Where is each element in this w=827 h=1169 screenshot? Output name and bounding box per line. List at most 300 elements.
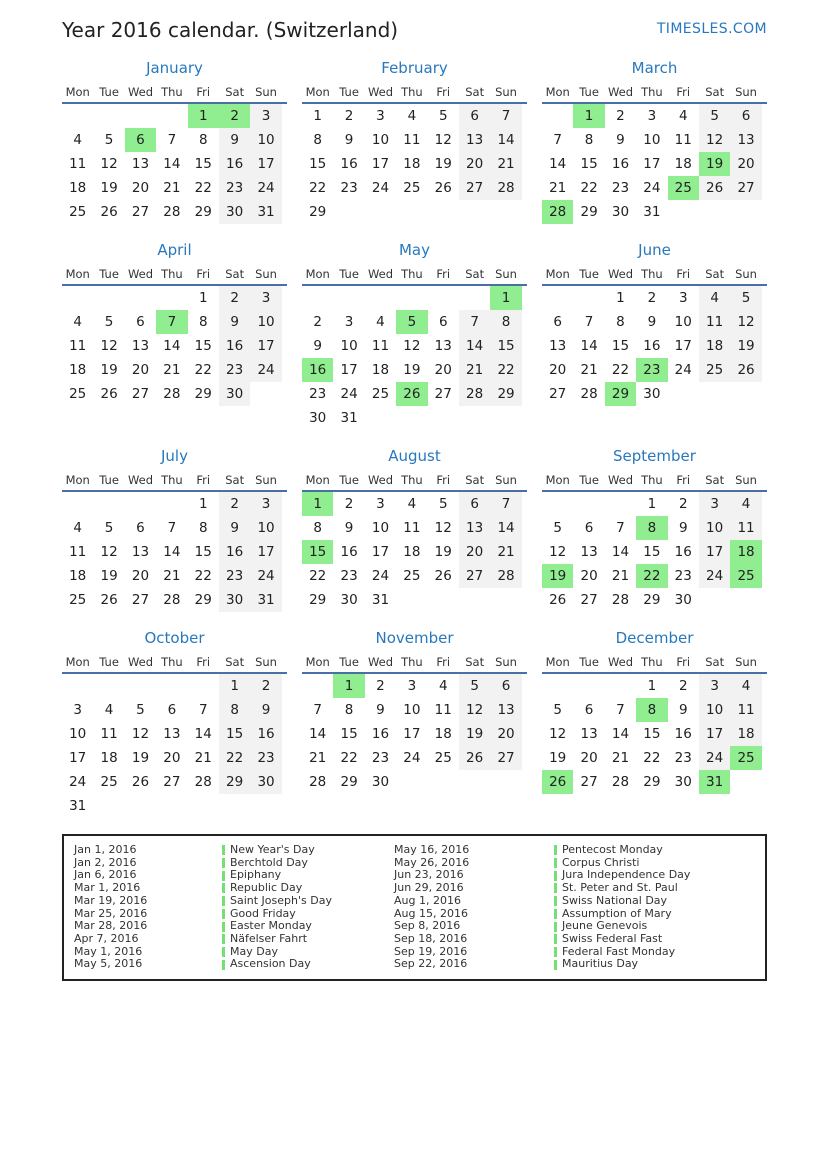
day-cell: 10	[250, 310, 281, 334]
day-cell: 14	[611, 544, 630, 560]
day-cell: 5	[396, 310, 427, 334]
day-cell: 15	[611, 338, 630, 354]
week-row	[302, 152, 527, 176]
legend-date: Jan 6, 2016	[74, 868, 137, 882]
day-cell: 27	[131, 592, 150, 608]
week-row	[302, 406, 527, 430]
day-cell: 31	[250, 588, 281, 612]
day-cell: 22	[194, 568, 212, 584]
day-cell: 25	[434, 750, 452, 766]
day-cell: 25	[668, 176, 699, 200]
weekday-label: Wed	[607, 85, 634, 99]
day-cell: 15	[194, 338, 212, 354]
holiday-marker-icon	[222, 896, 225, 906]
legend-holiday-name	[222, 882, 394, 895]
day-cell: 30	[674, 774, 692, 790]
weekday-label: Sat	[705, 267, 725, 281]
day-cell: 10	[699, 698, 730, 722]
day-cell: 22	[219, 746, 250, 770]
weekday-label: Wed	[127, 85, 154, 99]
day-cell: 23	[219, 176, 250, 200]
day-cell	[730, 770, 761, 794]
legend-holiday-label: Ascension Day	[230, 957, 311, 971]
weekday-label: Sat	[225, 85, 245, 99]
day-cell: 12	[100, 544, 118, 560]
day-cell: 22	[194, 180, 212, 196]
legend-holiday-label: May Day	[230, 944, 278, 958]
day-cell: 14	[309, 726, 327, 742]
day-cell: 23	[611, 180, 630, 196]
legend-holiday-label: Swiss National Day	[562, 893, 668, 907]
day-cell	[93, 794, 124, 818]
day-cell: 9	[250, 698, 281, 722]
day-cell: 1	[647, 678, 657, 694]
day-cell: 5	[459, 674, 490, 698]
day-cell: 14	[490, 128, 521, 152]
day-cell: 21	[611, 568, 630, 584]
site-logo-link[interactable]: TIMESLES.COM	[656, 21, 767, 37]
day-cell: 11	[434, 702, 452, 718]
weekday-header-row	[542, 267, 767, 286]
day-cell: 10	[371, 132, 390, 148]
day-cell: 23	[340, 180, 358, 196]
day-cell: 16	[302, 358, 333, 382]
week-row	[302, 310, 527, 334]
month-title-october[interactable]: October	[144, 629, 205, 647]
day-cell	[93, 104, 124, 128]
day-cell: 16	[643, 338, 661, 354]
week-row	[302, 540, 527, 564]
day-cell: 9	[313, 338, 322, 354]
day-cell: 5	[730, 286, 761, 310]
week-row	[302, 698, 527, 722]
day-cell	[542, 286, 573, 310]
holiday-marker-icon	[554, 871, 557, 881]
week-row	[542, 382, 767, 406]
day-cell	[605, 492, 636, 516]
day-cell: 28	[580, 386, 598, 402]
day-cell: 21	[309, 750, 327, 766]
week-row	[542, 104, 767, 128]
day-cell: 21	[580, 362, 598, 378]
month-title-september[interactable]: September	[613, 447, 696, 465]
day-cell: 2	[344, 496, 354, 512]
weekday-label: Wed	[367, 655, 394, 669]
day-cell	[125, 492, 156, 516]
day-cell: 9	[344, 132, 354, 148]
day-cell	[542, 674, 573, 698]
day-cell: 27	[730, 176, 761, 200]
legend-date: Mar 19, 2016	[74, 893, 148, 907]
day-cell: 3	[699, 492, 730, 516]
month-title-august[interactable]: August	[388, 447, 441, 465]
day-cell	[668, 382, 699, 406]
weekday-label: Tue	[99, 85, 119, 99]
legend-date: Sep 19, 2016	[394, 944, 468, 958]
day-cell: 13	[163, 726, 181, 742]
day-cell: 15	[194, 156, 212, 172]
month-title-may[interactable]: May	[398, 241, 430, 259]
page-header	[62, 18, 767, 58]
day-cell: 23	[250, 746, 281, 770]
day-cell: 11	[403, 520, 421, 536]
day-cell: 4	[407, 496, 417, 512]
day-cell: 1	[616, 290, 625, 306]
day-cell: 27	[131, 386, 150, 402]
day-cell: 7	[616, 702, 625, 718]
day-cell: 7	[490, 104, 521, 128]
legend-holiday-label: Republic Day	[230, 881, 303, 895]
week-row	[302, 674, 527, 698]
month-title-july[interactable]: July	[161, 447, 188, 465]
day-cell: 30	[250, 770, 281, 794]
day-cell: 4	[73, 520, 82, 536]
legend-holiday-name	[554, 844, 757, 857]
day-cell: 29	[490, 382, 521, 406]
weekday-header-row	[62, 85, 287, 104]
day-cell: 17	[371, 544, 390, 560]
weekday-header-row	[62, 473, 287, 492]
legend-holiday-label: Berchtold Day	[230, 855, 308, 869]
weekday-label: Sat	[705, 655, 725, 669]
day-cell: 18	[434, 726, 452, 742]
day-cell	[459, 406, 490, 430]
day-cell: 13	[131, 156, 150, 172]
day-cell: 20	[580, 750, 598, 766]
legend-date: May 1, 2016	[74, 944, 143, 958]
holiday-marker-icon	[222, 858, 225, 868]
day-cell: 21	[163, 362, 181, 378]
day-cell: 23	[340, 568, 358, 584]
day-cell	[490, 770, 521, 794]
day-cell: 22	[309, 568, 327, 584]
weekday-label: Fri	[436, 473, 451, 487]
day-cell: 4	[376, 314, 385, 330]
day-cell	[365, 406, 396, 430]
week-row	[302, 722, 527, 746]
day-cell: 19	[434, 544, 452, 560]
day-cell: 12	[100, 156, 118, 172]
weekday-label: Tue	[579, 655, 599, 669]
day-cell: 24	[69, 774, 87, 790]
day-cell: 14	[194, 726, 212, 742]
day-cell	[125, 286, 156, 310]
legend-date: Mar 1, 2016	[74, 881, 141, 895]
day-cell: 20	[131, 568, 150, 584]
day-cell: 19	[699, 152, 730, 176]
day-cell: 7	[584, 314, 594, 330]
day-cell: 24	[340, 386, 358, 402]
legend-holiday-label: Jura Independence Day	[562, 868, 691, 882]
week-row	[302, 746, 527, 770]
day-cell: 4	[730, 674, 761, 698]
week-row	[302, 286, 527, 310]
day-cell: 3	[407, 678, 417, 694]
weekday-label: Sat	[465, 267, 485, 281]
day-cell	[125, 104, 156, 128]
day-cell: 1	[647, 496, 657, 512]
day-cell: 10	[643, 132, 661, 148]
day-cell: 4	[73, 132, 82, 148]
weekday-label: Thu	[641, 655, 663, 669]
day-cell: 31	[69, 798, 87, 814]
weekday-label: Tue	[339, 473, 359, 487]
weekday-header-row	[542, 655, 767, 674]
weekday-label: Fri	[196, 473, 211, 487]
day-cell: 8	[313, 520, 322, 536]
month-title-april[interactable]: April	[157, 241, 192, 259]
week-row	[62, 176, 287, 200]
week-row	[62, 200, 287, 224]
day-cell: 24	[643, 180, 661, 196]
day-cell: 18	[699, 334, 730, 358]
day-cell: 20	[459, 152, 490, 176]
day-cell: 7	[198, 702, 208, 718]
weekday-label: Fri	[676, 655, 691, 669]
day-cell: 21	[194, 750, 212, 766]
month-july	[62, 446, 287, 612]
months-row	[62, 446, 767, 612]
day-cell: 15	[490, 334, 521, 358]
day-cell: 11	[730, 698, 761, 722]
week-row	[302, 176, 527, 200]
day-cell: 16	[219, 540, 250, 564]
week-row	[62, 334, 287, 358]
day-cell: 3	[678, 290, 688, 306]
day-cell	[573, 286, 604, 310]
day-cell: 3	[250, 286, 281, 310]
day-cell: 22	[580, 180, 598, 196]
day-cell: 9	[376, 702, 385, 718]
holiday-marker-icon	[222, 960, 225, 970]
day-cell: 21	[549, 180, 567, 196]
day-cell	[428, 286, 459, 310]
day-cell: 2	[678, 678, 688, 694]
day-cell: 22	[611, 362, 630, 378]
day-cell: 1	[198, 496, 208, 512]
day-cell	[459, 770, 490, 794]
day-cell: 13	[131, 544, 150, 560]
day-cell: 16	[250, 722, 281, 746]
day-cell: 6	[459, 492, 490, 516]
week-row	[542, 516, 767, 540]
day-cell: 31	[340, 410, 358, 426]
day-cell: 3	[73, 702, 82, 718]
month-title-january[interactable]: January	[146, 59, 203, 77]
day-cell: 1	[333, 674, 364, 698]
day-cell	[93, 492, 124, 516]
legend-holiday-label: Näfelser Fahrt	[230, 931, 308, 945]
day-cell: 8	[616, 314, 625, 330]
week-row	[542, 152, 767, 176]
week-row	[542, 310, 767, 334]
day-cell: 7	[167, 132, 177, 148]
day-cell: 18	[730, 540, 761, 564]
day-cell	[156, 104, 187, 128]
day-cell: 14	[163, 156, 181, 172]
day-cell: 4	[73, 314, 82, 330]
legend-holiday-label: Epiphany	[230, 868, 282, 882]
day-cell	[699, 200, 730, 224]
day-cell	[490, 200, 521, 224]
month-title-november[interactable]: November	[375, 629, 454, 647]
weekday-header-row	[62, 267, 287, 286]
weekday-label: Tue	[99, 473, 119, 487]
legend-holiday-name	[222, 933, 394, 946]
day-cell: 17	[674, 338, 692, 354]
day-cell: 17	[699, 540, 730, 564]
day-cell: 5	[553, 702, 562, 718]
month-title-march[interactable]: March	[631, 59, 678, 77]
day-cell: 18	[69, 180, 87, 196]
day-cell	[490, 406, 521, 430]
day-cell: 2	[647, 290, 657, 306]
day-cell: 16	[674, 544, 692, 560]
weekday-label: Sun	[495, 473, 517, 487]
day-cell: 19	[542, 564, 573, 588]
day-cell: 29	[340, 774, 358, 790]
week-row	[62, 794, 287, 818]
week-row	[62, 310, 287, 334]
legend-holiday-name	[554, 895, 757, 908]
day-cell: 27	[549, 386, 567, 402]
day-cell: 26	[396, 382, 427, 406]
week-row	[62, 104, 287, 128]
holiday-marker-icon	[222, 883, 225, 893]
weekday-label: Tue	[99, 655, 119, 669]
day-cell: 2	[678, 496, 688, 512]
day-cell: 11	[403, 132, 421, 148]
day-cell: 25	[100, 774, 118, 790]
day-cell: 2	[616, 108, 625, 124]
day-cell: 27	[459, 564, 490, 588]
day-cell: 26	[542, 770, 573, 794]
day-cell: 8	[219, 698, 250, 722]
day-cell: 1	[219, 674, 250, 698]
day-cell: 5	[438, 496, 448, 512]
day-cell: 10	[699, 516, 730, 540]
day-cell: 27	[163, 774, 181, 790]
week-row	[62, 286, 287, 310]
week-row	[302, 564, 527, 588]
day-cell: 2	[344, 108, 354, 124]
day-cell: 1	[313, 108, 322, 124]
day-cell	[542, 492, 573, 516]
day-cell	[250, 794, 281, 818]
day-cell: 26	[434, 568, 452, 584]
month-december	[542, 628, 767, 794]
month-title-february[interactable]: February	[381, 59, 448, 77]
day-cell: 23	[219, 358, 250, 382]
day-cell: 16	[674, 726, 692, 742]
weekday-header-row	[302, 473, 527, 492]
day-cell	[459, 588, 490, 612]
day-cell: 14	[611, 726, 630, 742]
day-cell: 21	[163, 180, 181, 196]
day-cell	[459, 286, 490, 310]
day-cell: 6	[438, 314, 448, 330]
day-cell: 18	[403, 544, 421, 560]
day-cell: 3	[250, 492, 281, 516]
month-title-december[interactable]: December	[615, 629, 694, 647]
day-cell: 24	[250, 176, 281, 200]
day-cell: 2	[250, 674, 281, 698]
month-january	[62, 58, 287, 224]
day-cell	[62, 104, 93, 128]
day-cell: 12	[100, 338, 118, 354]
day-cell	[699, 382, 730, 406]
month-title-june[interactable]: June	[638, 241, 671, 259]
week-row	[542, 334, 767, 358]
week-row	[62, 564, 287, 588]
holiday-marker-icon	[554, 947, 557, 957]
day-cell: 20	[163, 750, 181, 766]
day-cell: 28	[490, 176, 521, 200]
day-cell	[668, 200, 699, 224]
legend-date: Mar 28, 2016	[74, 919, 148, 933]
week-row	[62, 152, 287, 176]
day-cell: 8	[636, 698, 667, 722]
day-cell: 13	[580, 726, 598, 742]
weekday-label: Tue	[579, 85, 599, 99]
day-cell: 1	[302, 492, 333, 516]
day-cell: 17	[403, 726, 421, 742]
day-cell: 26	[699, 176, 730, 200]
day-cell: 25	[69, 204, 87, 220]
day-cell: 12	[459, 698, 490, 722]
day-cell: 23	[309, 386, 327, 402]
day-cell: 24	[674, 362, 692, 378]
day-cell: 19	[549, 750, 567, 766]
weekday-label: Thu	[401, 473, 423, 487]
day-cell: 28	[194, 774, 212, 790]
weekday-label: Tue	[339, 655, 359, 669]
day-cell: 8	[344, 702, 354, 718]
day-cell: 12	[699, 128, 730, 152]
day-cell: 16	[219, 334, 250, 358]
legend-date: Sep 22, 2016	[394, 957, 468, 971]
day-cell: 30	[219, 588, 250, 612]
day-cell: 5	[699, 104, 730, 128]
week-row	[302, 588, 527, 612]
day-cell: 27	[580, 592, 598, 608]
legend-holiday-name	[222, 844, 394, 857]
month-february	[302, 58, 527, 224]
day-cell	[93, 674, 124, 698]
day-cell	[573, 674, 604, 698]
day-cell: 6	[459, 104, 490, 128]
day-cell: 12	[549, 726, 567, 742]
day-cell: 31	[250, 200, 281, 224]
day-cell	[396, 588, 427, 612]
holiday-marker-icon	[222, 947, 225, 957]
day-cell: 12	[434, 520, 452, 536]
week-row	[302, 382, 527, 406]
day-cell: 15	[219, 722, 250, 746]
day-cell	[156, 286, 187, 310]
day-cell	[396, 286, 427, 310]
day-cell: 23	[219, 564, 250, 588]
legend-holiday-label: Corpus Christi	[562, 855, 640, 869]
day-cell: 7	[553, 132, 562, 148]
weekday-label: Mon	[65, 655, 90, 669]
week-row	[542, 746, 767, 770]
day-cell: 17	[250, 152, 281, 176]
weekday-label: Sun	[495, 267, 517, 281]
day-cell: 3	[699, 674, 730, 698]
day-cell: 14	[163, 338, 181, 354]
week-row	[542, 540, 767, 564]
